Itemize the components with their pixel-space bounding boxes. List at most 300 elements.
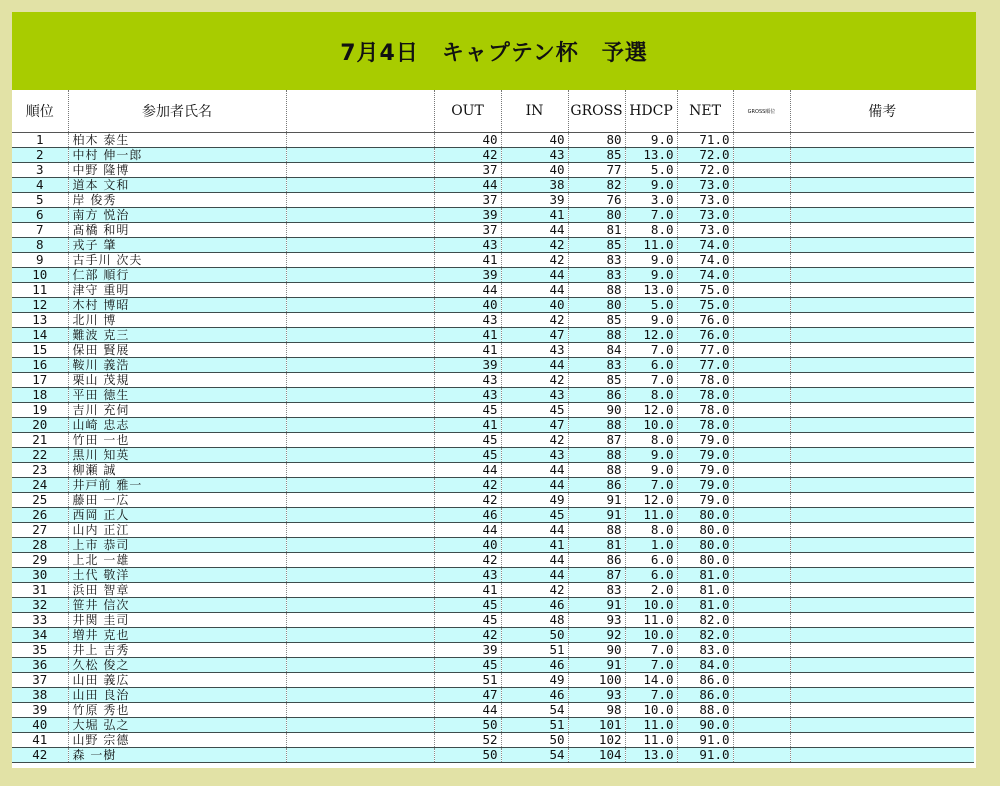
gross-rank-cell [733, 493, 790, 508]
header-net: NET [677, 90, 733, 133]
name-cell: 鞍川 義浩 [68, 358, 286, 373]
gross-rank-cell [733, 313, 790, 328]
gross-cell: 87 [568, 433, 625, 448]
results-body [12, 133, 974, 763]
gross-rank-cell [733, 733, 790, 748]
spacer-cell [286, 388, 434, 403]
remarks-cell [790, 178, 974, 193]
out-cell: 40 [434, 133, 501, 148]
in-cell: 40 [501, 133, 568, 148]
rank-cell: 40 [12, 718, 68, 733]
net-cell: 88.0 [677, 703, 733, 718]
table-row [12, 313, 974, 328]
name-cell: 髙橋 和明 [68, 223, 286, 238]
gross-rank-cell [733, 253, 790, 268]
out-cell: 46 [434, 508, 501, 523]
table-row [12, 178, 974, 193]
table-row [12, 328, 974, 343]
gross-cell: 81 [568, 223, 625, 238]
name-cell: 中野 隆博 [68, 163, 286, 178]
name-cell: 柏木 泰生 [68, 133, 286, 148]
gross-cell: 88 [568, 328, 625, 343]
net-cell: 79.0 [677, 478, 733, 493]
out-cell: 37 [434, 163, 501, 178]
table-row [12, 208, 974, 223]
gross-cell: 81 [568, 538, 625, 553]
out-cell: 43 [434, 388, 501, 403]
net-cell: 80.0 [677, 523, 733, 538]
hdcp-cell: 7.0 [625, 208, 677, 223]
gross-cell: 85 [568, 148, 625, 163]
table-row [12, 478, 974, 493]
remarks-cell [790, 373, 974, 388]
in-cell: 40 [501, 298, 568, 313]
table-row [12, 133, 974, 148]
header-gross-rank: GROSS順位 [733, 90, 790, 133]
spacer-cell [286, 688, 434, 703]
gross-rank-cell [733, 448, 790, 463]
gross-rank-cell [733, 478, 790, 493]
hdcp-cell: 2.0 [625, 583, 677, 598]
gross-cell: 85 [568, 238, 625, 253]
out-cell: 39 [434, 358, 501, 373]
gross-rank-cell [733, 613, 790, 628]
spacer-cell [286, 478, 434, 493]
remarks-cell [790, 718, 974, 733]
rank-cell: 33 [12, 613, 68, 628]
in-cell: 44 [501, 523, 568, 538]
results-sheet [12, 12, 976, 768]
remarks-cell [790, 253, 974, 268]
rank-cell: 28 [12, 538, 68, 553]
name-cell: 竹原 秀也 [68, 703, 286, 718]
remarks-cell [790, 523, 974, 538]
gross-cell: 100 [568, 673, 625, 688]
remarks-cell [790, 733, 974, 748]
table-row [12, 253, 974, 268]
net-cell: 76.0 [677, 313, 733, 328]
in-cell: 50 [501, 733, 568, 748]
spacer-cell [286, 268, 434, 283]
table-row [12, 613, 974, 628]
table-row [12, 583, 974, 598]
gross-rank-cell [733, 433, 790, 448]
hdcp-cell: 10.0 [625, 628, 677, 643]
in-cell: 51 [501, 643, 568, 658]
gross-cell: 90 [568, 403, 625, 418]
net-cell: 79.0 [677, 493, 733, 508]
out-cell: 52 [434, 733, 501, 748]
gross-cell: 91 [568, 598, 625, 613]
gross-cell: 88 [568, 463, 625, 478]
rank-cell: 6 [12, 208, 68, 223]
in-cell: 42 [501, 238, 568, 253]
remarks-cell [790, 403, 974, 418]
hdcp-cell: 5.0 [625, 298, 677, 313]
remarks-cell [790, 658, 974, 673]
rank-cell: 20 [12, 418, 68, 433]
gross-cell: 76 [568, 193, 625, 208]
rank-cell: 2 [12, 148, 68, 163]
gross-cell: 77 [568, 163, 625, 178]
rank-cell: 29 [12, 553, 68, 568]
remarks-cell [790, 343, 974, 358]
gross-cell: 85 [568, 313, 625, 328]
gross-cell: 82 [568, 178, 625, 193]
name-cell: 西岡 正人 [68, 508, 286, 523]
spacer-cell [286, 178, 434, 193]
rank-cell: 18 [12, 388, 68, 403]
table-row [12, 658, 974, 673]
gross-rank-cell [733, 328, 790, 343]
hdcp-cell: 9.0 [625, 448, 677, 463]
in-cell: 54 [501, 703, 568, 718]
in-cell: 40 [501, 163, 568, 178]
gross-cell: 91 [568, 658, 625, 673]
header-hdcp: HDCP [625, 90, 677, 133]
gross-cell: 91 [568, 508, 625, 523]
remarks-cell [790, 628, 974, 643]
rank-cell: 1 [12, 133, 68, 148]
net-cell: 76.0 [677, 328, 733, 343]
spacer-cell [286, 193, 434, 208]
gross-cell: 88 [568, 523, 625, 538]
in-cell: 45 [501, 508, 568, 523]
net-cell: 81.0 [677, 598, 733, 613]
out-cell: 50 [434, 718, 501, 733]
gross-cell: 80 [568, 208, 625, 223]
name-cell: 浜田 智章 [68, 583, 286, 598]
spacer-cell [286, 598, 434, 613]
hdcp-cell: 3.0 [625, 193, 677, 208]
name-cell: 井上 吉秀 [68, 643, 286, 658]
out-cell: 44 [434, 523, 501, 538]
gross-cell: 83 [568, 268, 625, 283]
rank-cell: 7 [12, 223, 68, 238]
table-row [12, 598, 974, 613]
rank-cell: 12 [12, 298, 68, 313]
rank-cell: 4 [12, 178, 68, 193]
gross-cell: 80 [568, 298, 625, 313]
rank-cell: 36 [12, 658, 68, 673]
hdcp-cell: 10.0 [625, 598, 677, 613]
name-cell: 吉川 充伺 [68, 403, 286, 418]
rank-cell: 27 [12, 523, 68, 538]
name-cell: 古手川 次夫 [68, 253, 286, 268]
remarks-cell [790, 598, 974, 613]
net-cell: 75.0 [677, 283, 733, 298]
hdcp-cell: 11.0 [625, 613, 677, 628]
table-row [12, 238, 974, 253]
name-cell: 木村 博昭 [68, 298, 286, 313]
remarks-cell [790, 613, 974, 628]
out-cell: 44 [434, 178, 501, 193]
name-cell: 中村 伸一郎 [68, 148, 286, 163]
in-cell: 48 [501, 613, 568, 628]
header-name: 参加者氏名 [68, 90, 286, 133]
out-cell: 40 [434, 538, 501, 553]
table-row [12, 493, 974, 508]
spacer-cell [286, 313, 434, 328]
gross-rank-cell [733, 553, 790, 568]
remarks-cell [790, 433, 974, 448]
spacer-cell [286, 493, 434, 508]
out-cell: 40 [434, 298, 501, 313]
out-cell: 45 [434, 658, 501, 673]
title-banner [12, 12, 976, 90]
table-row [12, 718, 974, 733]
name-cell: 森 一樹 [68, 748, 286, 763]
in-cell: 46 [501, 598, 568, 613]
hdcp-cell: 7.0 [625, 658, 677, 673]
header-out: OUT [434, 90, 501, 133]
gross-cell: 83 [568, 358, 625, 373]
remarks-cell [790, 748, 974, 763]
spacer-cell [286, 568, 434, 583]
name-cell: 黒川 知英 [68, 448, 286, 463]
in-cell: 42 [501, 433, 568, 448]
header-row [12, 90, 974, 133]
out-cell: 42 [434, 478, 501, 493]
gross-cell: 104 [568, 748, 625, 763]
out-cell: 44 [434, 283, 501, 298]
spacer-cell [286, 133, 434, 148]
in-cell: 47 [501, 328, 568, 343]
spacer-cell [286, 163, 434, 178]
gross-rank-cell [733, 148, 790, 163]
remarks-cell [790, 538, 974, 553]
rank-cell: 25 [12, 493, 68, 508]
name-cell: 笹井 信次 [68, 598, 286, 613]
gross-rank-cell [733, 643, 790, 658]
header-gross: GROSS [568, 90, 625, 133]
hdcp-cell: 8.0 [625, 388, 677, 403]
out-cell: 42 [434, 553, 501, 568]
rank-cell: 15 [12, 343, 68, 358]
gross-rank-cell [733, 418, 790, 433]
rank-cell: 11 [12, 283, 68, 298]
gross-rank-cell [733, 388, 790, 403]
in-cell: 44 [501, 283, 568, 298]
spacer-cell [286, 643, 434, 658]
net-cell: 78.0 [677, 403, 733, 418]
name-cell: 土代 敬洋 [68, 568, 286, 583]
out-cell: 45 [434, 613, 501, 628]
out-cell: 42 [434, 628, 501, 643]
rank-cell: 31 [12, 583, 68, 598]
remarks-cell [790, 688, 974, 703]
in-cell: 47 [501, 418, 568, 433]
gross-rank-cell [733, 688, 790, 703]
in-cell: 43 [501, 148, 568, 163]
gross-rank-cell [733, 238, 790, 253]
remarks-cell [790, 133, 974, 148]
hdcp-cell: 8.0 [625, 523, 677, 538]
spacer-cell [286, 328, 434, 343]
hdcp-cell: 11.0 [625, 718, 677, 733]
net-cell: 91.0 [677, 748, 733, 763]
out-cell: 45 [434, 433, 501, 448]
spacer-cell [286, 373, 434, 388]
spacer-cell [286, 148, 434, 163]
rank-cell: 21 [12, 433, 68, 448]
net-cell: 82.0 [677, 613, 733, 628]
hdcp-cell: 12.0 [625, 493, 677, 508]
gross-cell: 83 [568, 583, 625, 598]
rank-cell: 14 [12, 328, 68, 343]
spacer-cell [286, 463, 434, 478]
gross-rank-cell [733, 343, 790, 358]
hdcp-cell: 7.0 [625, 343, 677, 358]
gross-rank-cell [733, 748, 790, 763]
hdcp-cell: 9.0 [625, 253, 677, 268]
gross-rank-cell [733, 133, 790, 148]
out-cell: 43 [434, 313, 501, 328]
spacer-cell [286, 658, 434, 673]
table-row [12, 148, 974, 163]
in-cell: 38 [501, 178, 568, 193]
net-cell: 79.0 [677, 463, 733, 478]
rank-cell: 26 [12, 508, 68, 523]
name-cell: 上北 一雄 [68, 553, 286, 568]
remarks-cell [790, 553, 974, 568]
out-cell: 50 [434, 748, 501, 763]
name-cell: 井関 圭司 [68, 613, 286, 628]
net-cell: 78.0 [677, 373, 733, 388]
spacer-cell [286, 733, 434, 748]
gross-rank-cell [733, 163, 790, 178]
spacer-cell [286, 703, 434, 718]
name-cell: 保田 賢展 [68, 343, 286, 358]
header-in: IN [501, 90, 568, 133]
out-cell: 44 [434, 463, 501, 478]
hdcp-cell: 5.0 [625, 163, 677, 178]
remarks-cell [790, 328, 974, 343]
gross-cell: 88 [568, 448, 625, 463]
table-row [12, 703, 974, 718]
net-cell: 79.0 [677, 433, 733, 448]
out-cell: 41 [434, 253, 501, 268]
hdcp-cell: 6.0 [625, 568, 677, 583]
table-row [12, 373, 974, 388]
net-cell: 86.0 [677, 688, 733, 703]
name-cell: 竹田 一也 [68, 433, 286, 448]
net-cell: 84.0 [677, 658, 733, 673]
remarks-cell [790, 643, 974, 658]
spacer-cell [286, 448, 434, 463]
gross-cell: 86 [568, 478, 625, 493]
out-cell: 39 [434, 643, 501, 658]
gross-rank-cell [733, 358, 790, 373]
remarks-cell [790, 388, 974, 403]
table-row [12, 463, 974, 478]
in-cell: 44 [501, 268, 568, 283]
hdcp-cell: 1.0 [625, 538, 677, 553]
remarks-cell [790, 208, 974, 223]
hdcp-cell: 7.0 [625, 688, 677, 703]
table-row [12, 223, 974, 238]
remarks-cell [790, 583, 974, 598]
in-cell: 50 [501, 628, 568, 643]
rank-cell: 9 [12, 253, 68, 268]
rank-cell: 32 [12, 598, 68, 613]
in-cell: 39 [501, 193, 568, 208]
in-cell: 49 [501, 673, 568, 688]
out-cell: 42 [434, 493, 501, 508]
remarks-cell [790, 193, 974, 208]
gross-rank-cell [733, 523, 790, 538]
remarks-cell [790, 418, 974, 433]
hdcp-cell: 6.0 [625, 553, 677, 568]
in-cell: 44 [501, 478, 568, 493]
name-cell: 岸 俊秀 [68, 193, 286, 208]
net-cell: 78.0 [677, 388, 733, 403]
net-cell: 74.0 [677, 253, 733, 268]
gross-rank-cell [733, 658, 790, 673]
gross-rank-cell [733, 598, 790, 613]
name-cell: 山野 宗德 [68, 733, 286, 748]
spacer-cell [286, 253, 434, 268]
rank-cell: 24 [12, 478, 68, 493]
gross-cell: 102 [568, 733, 625, 748]
net-cell: 74.0 [677, 268, 733, 283]
remarks-cell [790, 673, 974, 688]
hdcp-cell: 7.0 [625, 478, 677, 493]
rank-cell: 23 [12, 463, 68, 478]
hdcp-cell: 8.0 [625, 433, 677, 448]
net-cell: 80.0 [677, 508, 733, 523]
name-cell: 仁部 順行 [68, 268, 286, 283]
rank-cell: 42 [12, 748, 68, 763]
gross-cell: 86 [568, 553, 625, 568]
rank-cell: 5 [12, 193, 68, 208]
gross-rank-cell [733, 403, 790, 418]
name-cell: 津守 重明 [68, 283, 286, 298]
hdcp-cell: 7.0 [625, 643, 677, 658]
remarks-cell [790, 478, 974, 493]
net-cell: 71.0 [677, 133, 733, 148]
out-cell: 43 [434, 238, 501, 253]
hdcp-cell: 8.0 [625, 223, 677, 238]
spacer-cell [286, 718, 434, 733]
table-row [12, 643, 974, 658]
name-cell: 南方 悦治 [68, 208, 286, 223]
header-spacer [286, 90, 434, 133]
hdcp-cell: 11.0 [625, 238, 677, 253]
in-cell: 43 [501, 388, 568, 403]
name-cell: 山内 正江 [68, 523, 286, 538]
table-row [12, 748, 974, 763]
name-cell: 大堀 弘之 [68, 718, 286, 733]
gross-cell: 85 [568, 373, 625, 388]
hdcp-cell: 11.0 [625, 508, 677, 523]
name-cell: 藤田 一広 [68, 493, 286, 508]
in-cell: 46 [501, 688, 568, 703]
net-cell: 73.0 [677, 193, 733, 208]
out-cell: 37 [434, 223, 501, 238]
hdcp-cell: 11.0 [625, 733, 677, 748]
net-cell: 80.0 [677, 538, 733, 553]
net-cell: 81.0 [677, 583, 733, 598]
spacer-cell [286, 283, 434, 298]
in-cell: 43 [501, 448, 568, 463]
hdcp-cell: 6.0 [625, 358, 677, 373]
in-cell: 42 [501, 583, 568, 598]
in-cell: 51 [501, 718, 568, 733]
out-cell: 37 [434, 193, 501, 208]
out-cell: 42 [434, 148, 501, 163]
table-row [12, 733, 974, 748]
